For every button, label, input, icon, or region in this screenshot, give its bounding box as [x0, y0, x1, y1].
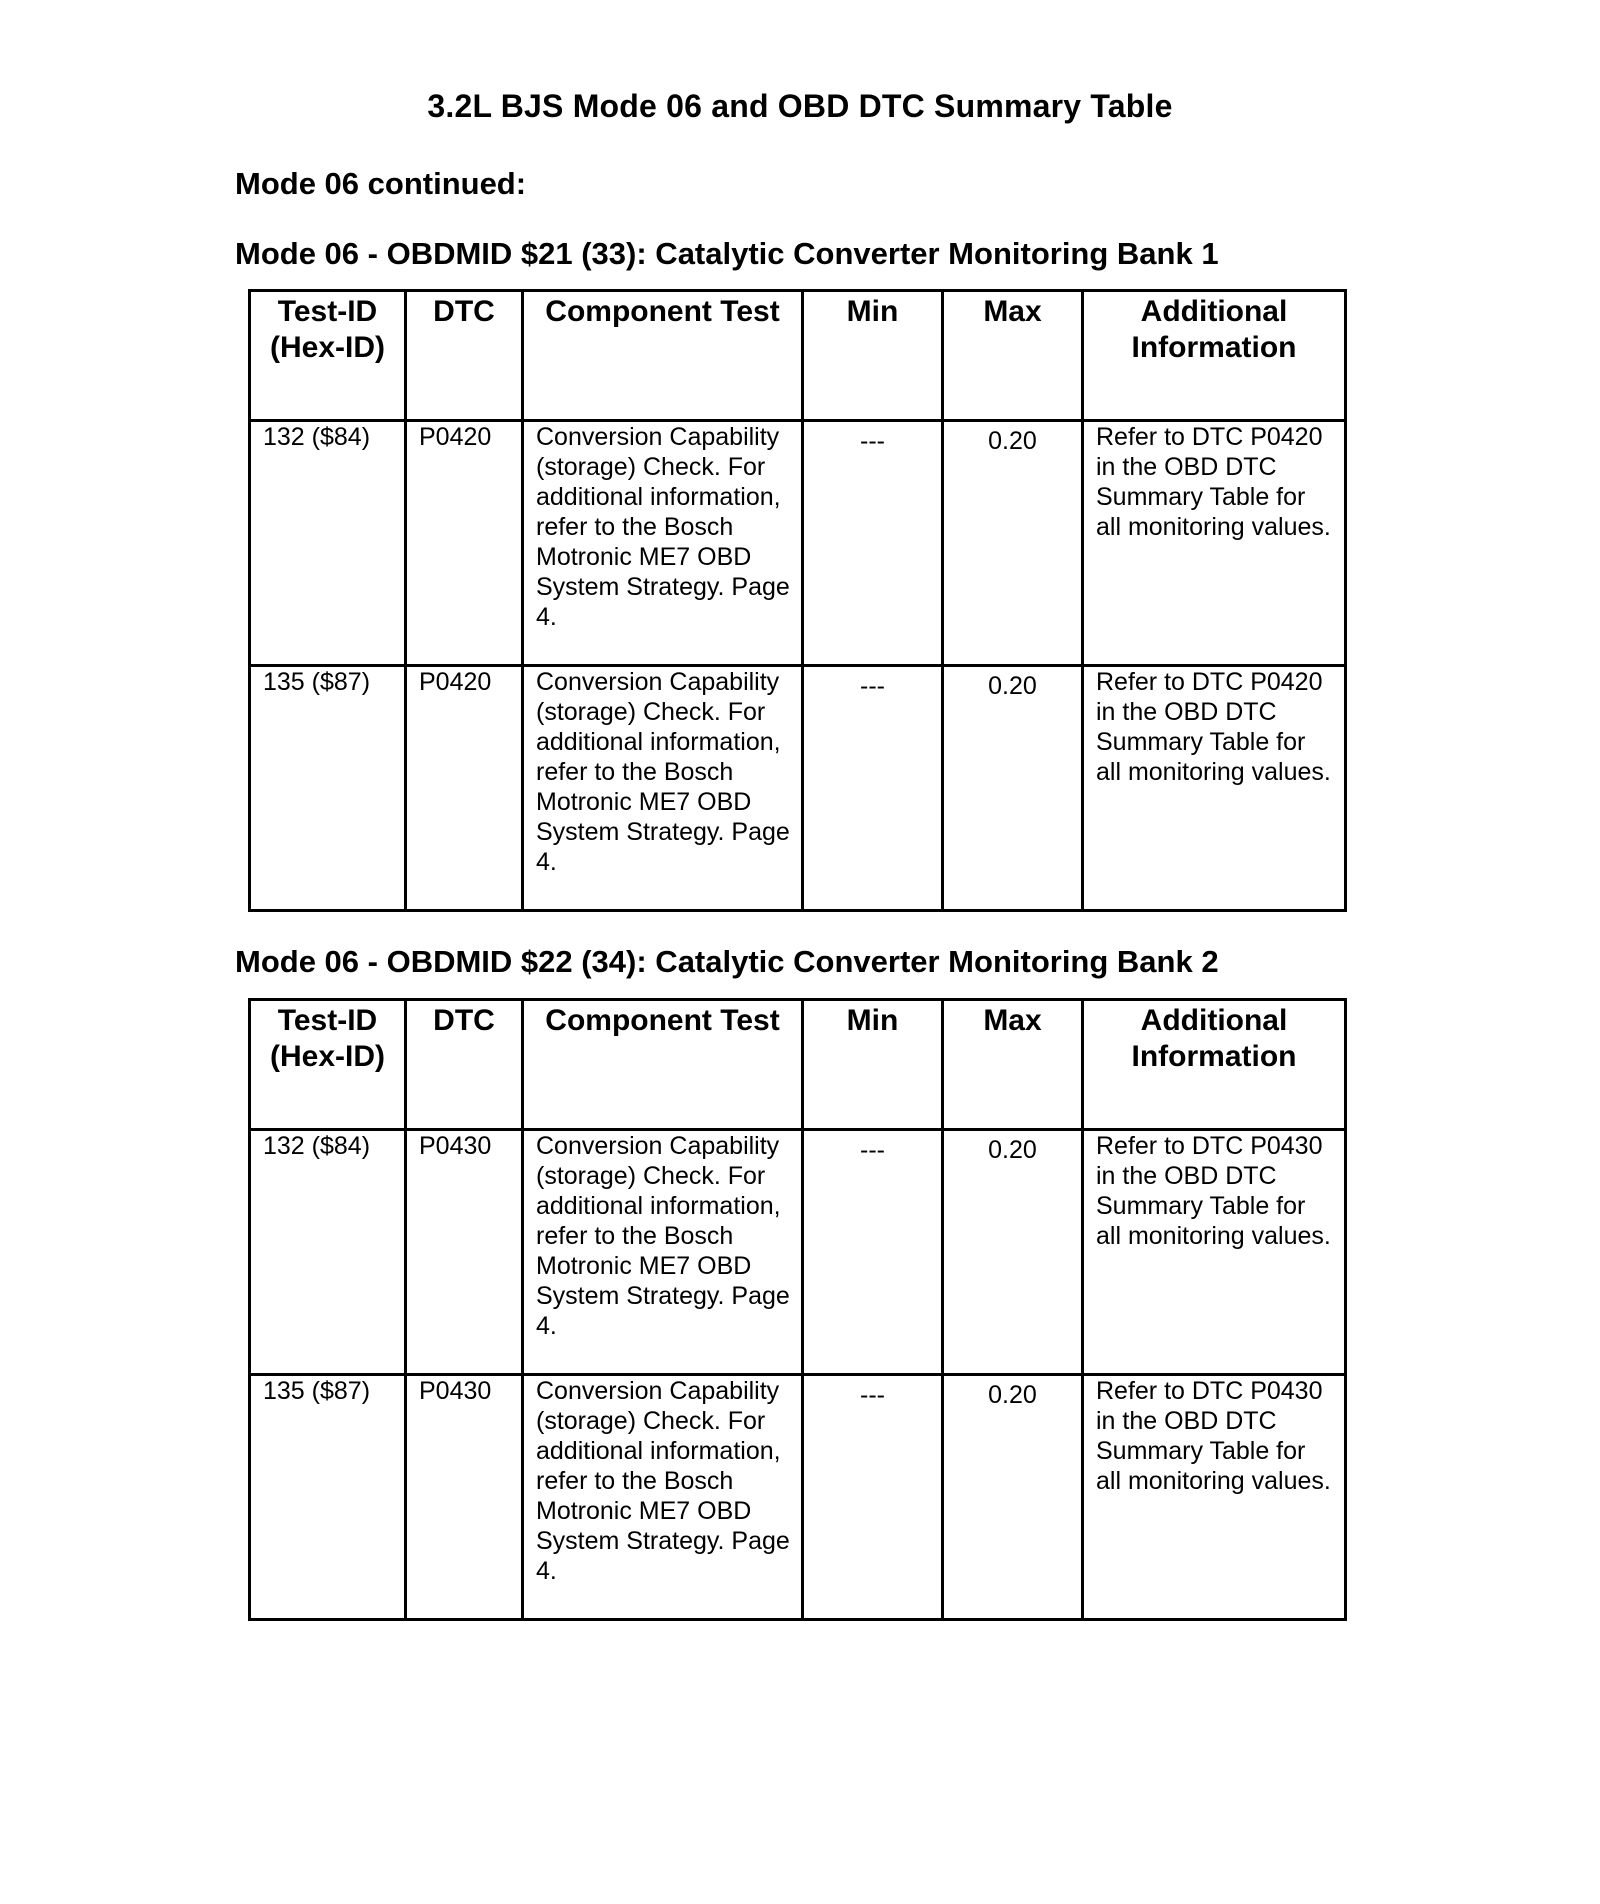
cell-additional-info: Refer to DTC P0420 in the OBD DTC Summary Table for all monitoring values. — [1083, 421, 1346, 666]
cell-additional-info: Refer to DTC P0430 in the OBD DTC Summary Table for all monitoring values. — [1083, 1130, 1346, 1375]
cell-dtc: P0420 — [406, 666, 523, 911]
cell-dtc: P0430 — [406, 1375, 523, 1620]
header-dtc: DTC — [406, 1000, 523, 1130]
table-header-row — [250, 291, 1346, 421]
header-component-test: Component Test — [523, 291, 803, 421]
cell-component-test: Conversion Capability (storage) Check. For additional information, refer to the Bosch Motronic ME7 OBD System Strategy. Page 4. — [523, 666, 803, 911]
cell-test-id: 132 ($84) — [250, 421, 406, 666]
cell-max: 0.20 — [943, 1130, 1083, 1375]
document-title: 3.2L BJS Mode 06 and OBD DTC Summary Table — [427, 88, 1173, 124]
cell-test-id: 135 ($87) — [250, 666, 406, 911]
header-additional-info: Additional Information — [1083, 1000, 1346, 1130]
mode-continued-label: Mode 06 continued: — [235, 166, 527, 201]
cell-min: --- — [803, 1130, 943, 1375]
mode06-table-bank-1 — [248, 289, 1347, 912]
mode06-table-bank-2 — [248, 998, 1347, 1621]
table-row — [250, 1375, 1346, 1620]
cell-dtc: P0420 — [406, 421, 523, 666]
table-row — [250, 421, 1346, 666]
header-test-id: Test-ID (Hex-ID) — [250, 1000, 406, 1130]
section-heading-bank-2: Mode 06 - OBDMID $22 (34): Catalytic Converter Monitoring Bank 2 — [235, 944, 1219, 979]
table-row — [250, 1130, 1346, 1375]
cell-test-id: 135 ($87) — [250, 1375, 406, 1620]
header-component-test: Component Test — [523, 1000, 803, 1130]
header-min: Min — [803, 291, 943, 421]
header-max: Max — [943, 1000, 1083, 1130]
cell-component-test: Conversion Capability (storage) Check. For additional information, refer to the Bosch Motronic ME7 OBD System Strategy. Page 4. — [523, 421, 803, 666]
header-max: Max — [943, 291, 1083, 421]
cell-dtc: P0430 — [406, 1130, 523, 1375]
cell-max: 0.20 — [943, 421, 1083, 666]
header-test-id: Test-ID (Hex-ID) — [250, 291, 406, 421]
header-dtc: DTC — [406, 291, 523, 421]
section-heading-bank-1: Mode 06 - OBDMID $21 (33): Catalytic Converter Monitoring Bank 1 — [235, 236, 1219, 271]
table-row — [250, 666, 1346, 911]
cell-min: --- — [803, 421, 943, 666]
cell-min: --- — [803, 666, 943, 911]
header-min: Min — [803, 1000, 943, 1130]
cell-component-test: Conversion Capability (storage) Check. For additional information, refer to the Bosch Motronic ME7 OBD System Strategy. Page 4. — [523, 1375, 803, 1620]
table-header-row — [250, 1000, 1346, 1130]
cell-max: 0.20 — [943, 1375, 1083, 1620]
cell-additional-info: Refer to DTC P0420 in the OBD DTC Summary Table for all monitoring values. — [1083, 666, 1346, 911]
cell-min: --- — [803, 1375, 943, 1620]
cell-test-id: 132 ($84) — [250, 1130, 406, 1375]
header-additional-info: Additional Information — [1083, 291, 1346, 421]
cell-additional-info: Refer to DTC P0430 in the OBD DTC Summary Table for all monitoring values. — [1083, 1375, 1346, 1620]
cell-max: 0.20 — [943, 666, 1083, 911]
cell-component-test: Conversion Capability (storage) Check. For additional information, refer to the Bosch Motronic ME7 OBD System Strategy. Page 4. — [523, 1130, 803, 1375]
